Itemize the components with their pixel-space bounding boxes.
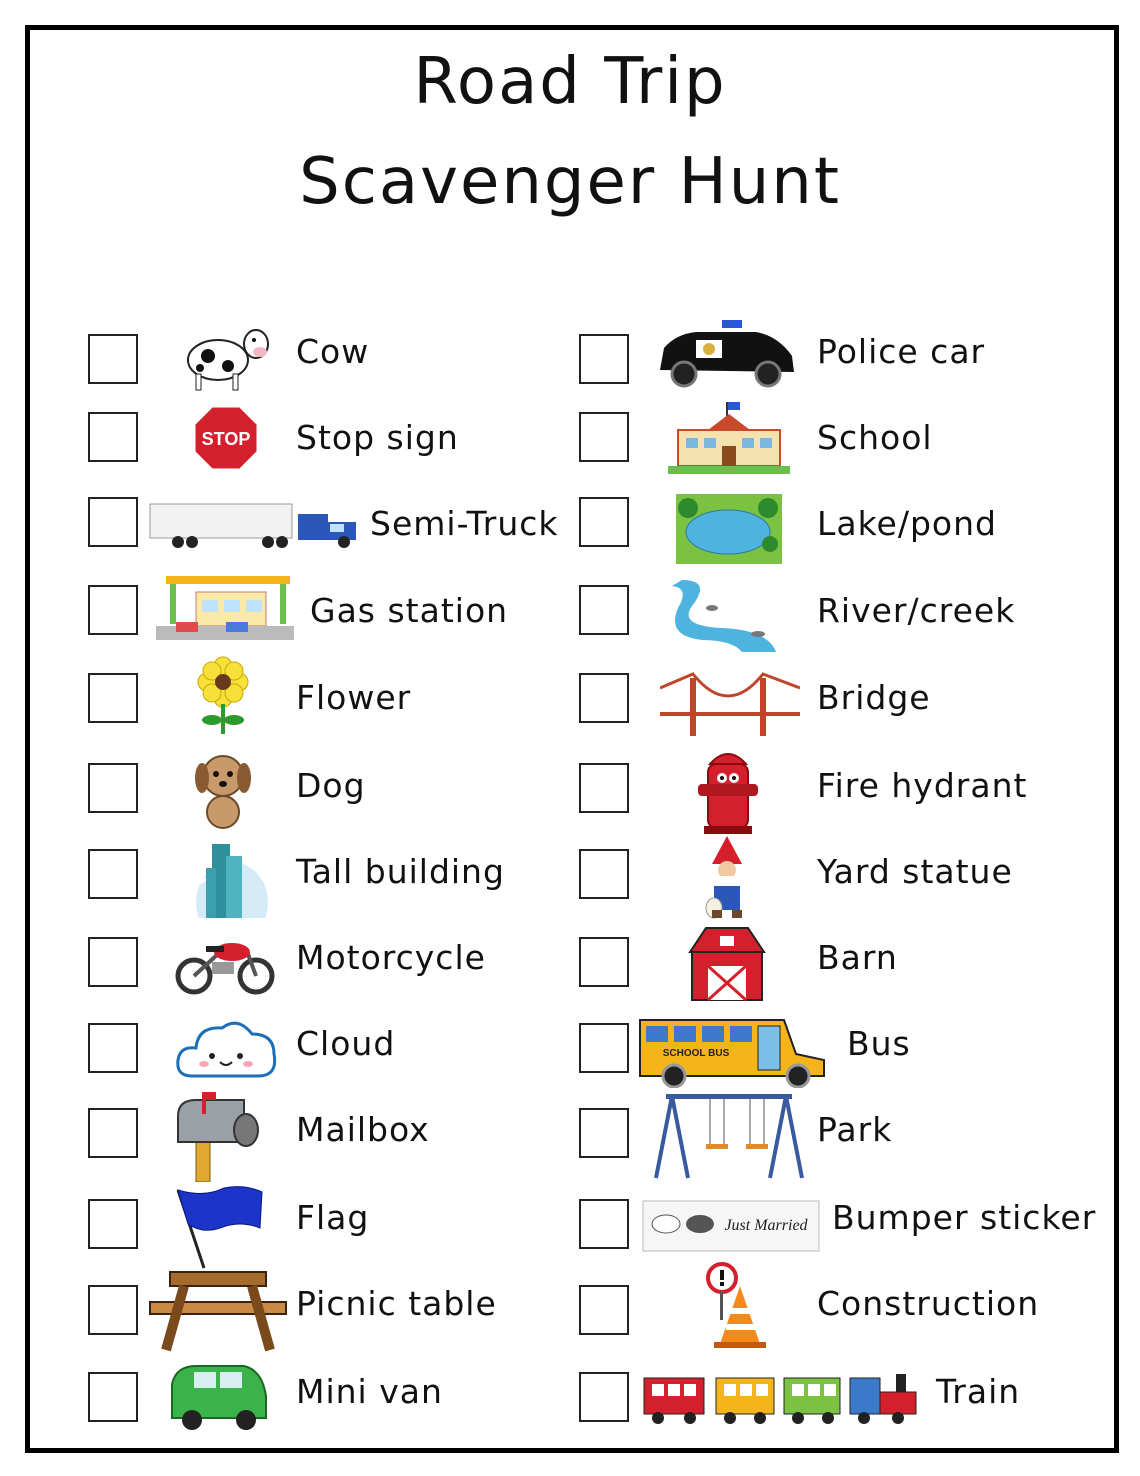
bus-side-text: SCHOOL BUS xyxy=(662,1048,730,1059)
flower-icon xyxy=(192,656,254,736)
item-label-dog: Dog xyxy=(296,766,366,805)
item-label-bus: Bus xyxy=(847,1024,911,1063)
flag-icon xyxy=(174,1186,266,1270)
checkbox-train[interactable] xyxy=(579,1372,629,1422)
checkbox-lake-pond[interactable] xyxy=(579,497,629,547)
bus-icon xyxy=(638,1014,828,1088)
checkbox-barn[interactable] xyxy=(579,937,629,987)
item-label-cow: Cow xyxy=(296,332,370,371)
page-title-line2: Scavenger Hunt xyxy=(299,145,841,219)
checkbox-flower[interactable] xyxy=(88,673,138,723)
checkbox-yard-statue[interactable] xyxy=(579,849,629,899)
item-label-semi-truck: Semi-Truck xyxy=(370,504,559,543)
checkbox-cloud[interactable] xyxy=(88,1023,138,1073)
item-label-gas-station: Gas station xyxy=(310,591,509,630)
yard-statue-icon xyxy=(700,836,754,920)
checkbox-bumper-sticker[interactable] xyxy=(579,1199,629,1249)
checkbox-gas-station[interactable] xyxy=(88,585,138,635)
checkbox-bridge[interactable] xyxy=(579,673,629,723)
item-label-tall-building: Tall building xyxy=(296,852,505,891)
checkbox-motorcycle[interactable] xyxy=(88,937,138,987)
tall-building-icon xyxy=(182,838,270,918)
checkbox-flag[interactable] xyxy=(88,1199,138,1249)
item-label-construction: Construction xyxy=(817,1284,1040,1323)
dog-icon xyxy=(190,750,256,832)
checkbox-mailbox[interactable] xyxy=(88,1108,138,1158)
item-label-mini-van: Mini van xyxy=(296,1372,443,1411)
lake-pond-icon xyxy=(676,494,782,564)
checkbox-police-car[interactable] xyxy=(579,334,629,384)
bridge-icon xyxy=(660,668,800,740)
item-label-river-creek: River/creek xyxy=(817,591,1016,630)
picnic-table-icon xyxy=(148,1270,288,1352)
item-label-bridge: Bridge xyxy=(817,678,931,717)
mini-van-icon xyxy=(166,1360,272,1434)
checkbox-stop-sign[interactable] xyxy=(88,412,138,462)
checkbox-dog[interactable] xyxy=(88,763,138,813)
item-label-flag: Flag xyxy=(296,1198,370,1237)
item-label-train: Train xyxy=(936,1372,1021,1411)
cloud-icon xyxy=(172,1010,282,1088)
checkbox-park[interactable] xyxy=(579,1108,629,1158)
item-label-picnic-table: Picnic table xyxy=(296,1284,497,1323)
mailbox-icon xyxy=(174,1090,264,1182)
checkbox-bus[interactable] xyxy=(579,1023,629,1073)
stop-sign-icon xyxy=(192,404,260,472)
motorcycle-icon xyxy=(172,926,278,996)
item-label-police-car: Police car xyxy=(817,332,986,371)
checkbox-picnic-table[interactable] xyxy=(88,1285,138,1335)
river-creek-icon xyxy=(672,578,784,654)
item-label-fire-hydrant: Fire hydrant xyxy=(817,766,1028,805)
item-label-park: Park xyxy=(817,1110,893,1149)
item-label-yard-statue: Yard statue xyxy=(817,852,1013,891)
checkbox-cow[interactable] xyxy=(88,334,138,384)
checkbox-tall-building[interactable] xyxy=(88,849,138,899)
item-label-mailbox: Mailbox xyxy=(296,1110,430,1149)
semi-truck-icon xyxy=(148,500,360,550)
bumper-sticker-icon xyxy=(642,1200,820,1252)
item-label-lake-pond: Lake/pond xyxy=(817,504,997,543)
checkbox-construction[interactable] xyxy=(579,1285,629,1335)
stop-sign-text: STOP xyxy=(201,429,251,449)
item-label-motorcycle: Motorcycle xyxy=(296,938,486,977)
checkbox-river-creek[interactable] xyxy=(579,585,629,635)
item-label-stop-sign: Stop sign xyxy=(296,418,459,457)
barn-icon xyxy=(686,922,768,1002)
page-title-line1: Road Trip xyxy=(413,45,727,119)
police-car-icon xyxy=(656,318,798,390)
park-swing-icon xyxy=(652,1090,804,1180)
cow-icon xyxy=(178,318,274,394)
item-label-cloud: Cloud xyxy=(296,1024,396,1063)
item-label-flower: Flower xyxy=(296,678,412,717)
item-label-school: School xyxy=(817,418,933,457)
train-icon xyxy=(642,1364,920,1426)
bumper-sticker-text: Just Married xyxy=(724,1217,808,1234)
item-label-bumper-sticker: Bumper sticker xyxy=(832,1198,1097,1237)
checkbox-semi-truck[interactable] xyxy=(88,497,138,547)
fire-hydrant-icon xyxy=(696,744,760,836)
construction-icon xyxy=(704,1262,766,1350)
gas-station-icon xyxy=(156,574,294,646)
checkbox-mini-van[interactable] xyxy=(88,1372,138,1422)
school-icon xyxy=(668,400,790,476)
checkbox-fire-hydrant[interactable] xyxy=(579,763,629,813)
item-label-barn: Barn xyxy=(817,938,898,977)
checkbox-school[interactable] xyxy=(579,412,629,462)
